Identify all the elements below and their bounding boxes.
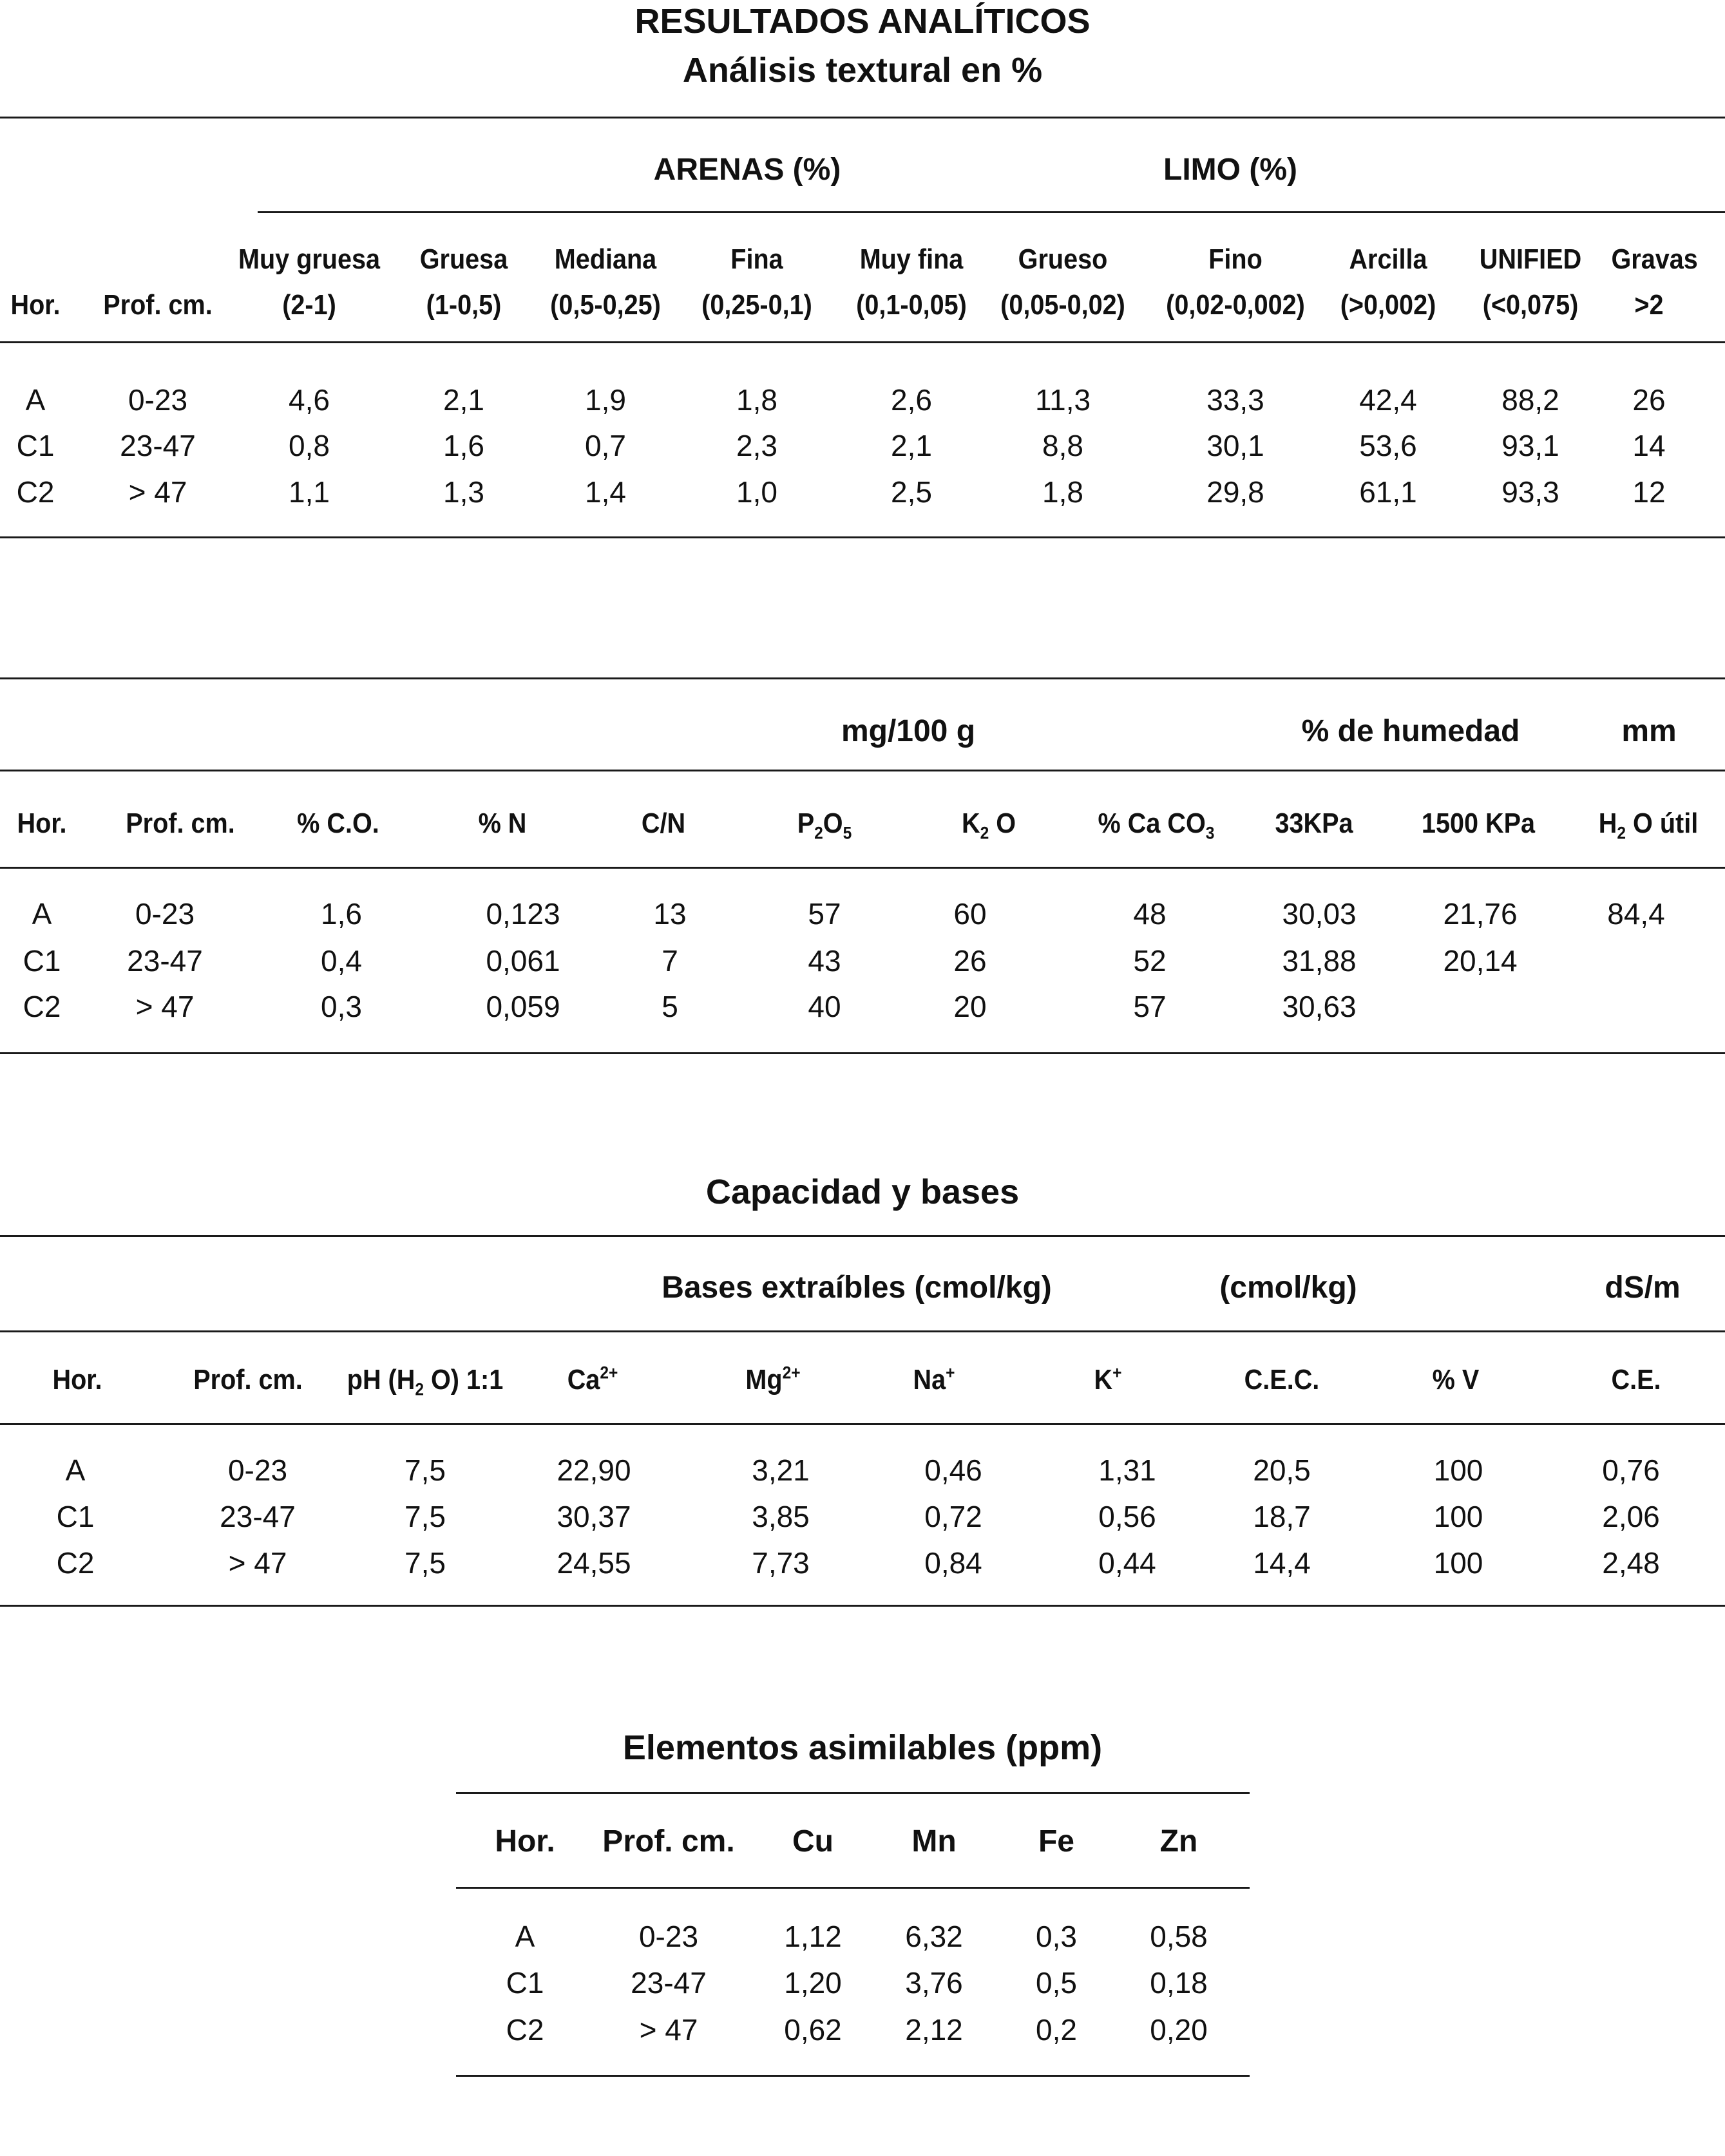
table-cell: > 47: [228, 1546, 287, 1580]
table-cell: 1,0: [736, 475, 777, 509]
column-header: Fe: [1038, 1824, 1074, 1858]
column-header: Zn: [1159, 1824, 1198, 1858]
table-cell: 57: [1133, 990, 1167, 1023]
table-cell: 23-47: [120, 429, 196, 462]
table-cell: 0,2: [1036, 2013, 1077, 2047]
table-cell: 60: [953, 897, 987, 931]
table-rule: [0, 1330, 1725, 1332]
table-cell: 7: [662, 944, 678, 978]
page-title: RESULTADOS ANALÍTICOS: [634, 2, 1091, 41]
table-cell: 88,2: [1501, 383, 1559, 417]
column-header: Hor.: [10, 289, 61, 321]
table-cell: 2,48: [1602, 1546, 1660, 1580]
table-cell: 53,6: [1359, 429, 1417, 462]
table-cell: 14: [1632, 429, 1666, 462]
page-subtitle: Análisis textural en %: [682, 51, 1043, 90]
table-cell: 5: [662, 990, 678, 1023]
table-cell: 1,3: [443, 475, 484, 509]
table-cell: 3,21: [752, 1453, 810, 1487]
column-header: Hor.: [495, 1824, 555, 1858]
group-header-limo: LIMO (%): [1163, 153, 1297, 187]
table-cell: 13: [653, 897, 687, 931]
column-header-top: Gruesa: [419, 243, 508, 275]
table-cell: 29,8: [1206, 475, 1264, 509]
group-header-bases: Bases extraíbles (cmol/kg): [662, 1271, 1052, 1305]
table-cell: 100: [1433, 1546, 1483, 1580]
table-cell: 0,7: [585, 429, 626, 462]
column-header-top: Arcilla: [1349, 243, 1427, 275]
table-cell: 1,6: [321, 897, 362, 931]
group-header-mm: mm: [1621, 714, 1677, 748]
table-cell: 2,6: [891, 383, 932, 417]
table-cell: A: [32, 897, 52, 931]
table-cell: 23-47: [220, 1500, 296, 1533]
table-cell: 7,73: [752, 1546, 810, 1580]
table-cell: 0-23: [135, 897, 195, 931]
table-cell: 7,5: [405, 1453, 446, 1487]
table-cell: 30,63: [1282, 990, 1357, 1023]
table-cell: C2: [23, 990, 61, 1023]
col-header-ph: pH ($H_2$ O) 1:1: [347, 1364, 504, 1399]
table-cell: 31,88: [1282, 944, 1357, 978]
table-cell: 12: [1632, 475, 1666, 509]
table-rule: [0, 536, 1725, 538]
table-cell: 2,12: [905, 2013, 963, 2047]
table-rule: [0, 1423, 1725, 1425]
table-cell: 1,1: [289, 475, 330, 509]
column-header-top: Mediana: [554, 243, 657, 275]
table-rule: [0, 1605, 1725, 1607]
col-header-caco3: % Ca $CO_3$: [1098, 808, 1215, 843]
table-cell: 0,061: [486, 944, 560, 978]
table-cell: 0,62: [784, 2013, 842, 2047]
table-cell: 0,4: [321, 944, 362, 978]
table-cell: 40: [808, 990, 841, 1023]
table-cell: 84,4: [1607, 897, 1665, 931]
col-header-p2o5: $P_2O_5$: [797, 808, 852, 843]
column-header-top: Muy fina: [859, 243, 964, 275]
table-cell: 1,12: [784, 1920, 842, 1953]
table-cell: 8,8: [1042, 429, 1083, 462]
col-header-prof: Prof. cm.: [126, 808, 235, 839]
column-header: (0,02-0,002): [1166, 289, 1305, 321]
table-cell: 0,059: [486, 990, 560, 1023]
table-cell: 1,9: [585, 383, 626, 417]
col-header-33kpa: 33KPa: [1275, 808, 1353, 839]
table-cell: 1,20: [784, 1966, 842, 2000]
table-cell: > 47: [639, 2013, 698, 2047]
table-cell: 30,03: [1282, 897, 1357, 931]
table-cell: 0,72: [924, 1500, 982, 1533]
col-header-n: % N: [478, 808, 527, 839]
column-header-top: Gravas: [1611, 243, 1698, 275]
table-cell: 0,5: [1036, 1966, 1077, 2000]
table-cell: A: [65, 1453, 86, 1487]
table-cell: C1: [56, 1500, 95, 1533]
table-cell: 23-47: [631, 1966, 707, 2000]
table-cell: 33,3: [1206, 383, 1264, 417]
column-header-top: Muy gruesa: [238, 243, 381, 275]
col-header-na: Na+: [913, 1362, 955, 1395]
group-header-mg: mg/100 g: [841, 714, 976, 748]
column-header: (0,05-0,02): [1000, 289, 1125, 321]
column-header: (>0,002): [1340, 289, 1436, 321]
table-cell: 0,8: [289, 429, 330, 462]
column-header: (0,1-0,05): [856, 289, 967, 321]
column-header: (1-0,5): [426, 289, 502, 321]
table-rule: [456, 1887, 1250, 1889]
table-cell: 3,85: [752, 1500, 810, 1533]
table-cell: A: [25, 383, 46, 417]
table-cell: 20,14: [1443, 944, 1518, 978]
col-header-hor: Hor.: [52, 1364, 102, 1395]
table-cell: 93,1: [1501, 429, 1559, 462]
section-title-elementos: Elementos asimilables (ppm): [622, 1728, 1103, 1767]
table-cell: 57: [808, 897, 841, 931]
table-cell: 0-23: [227, 1453, 288, 1487]
column-header: >2: [1634, 289, 1664, 321]
table-cell: 0,46: [924, 1453, 982, 1487]
column-header: (0,25-0,1): [701, 289, 812, 321]
table-rule: [456, 1792, 1250, 1794]
table-cell: 0,56: [1098, 1500, 1156, 1533]
table-cell: 7,5: [405, 1500, 446, 1533]
table-rule: [0, 867, 1725, 869]
col-header-ca: $Ca^{2+}$: [567, 1362, 618, 1395]
col-header-k2o: $K_2$ O: [961, 808, 1016, 843]
col-header-h2o-util: $H_2$ O útil: [1598, 808, 1699, 843]
table-rule: [0, 1235, 1725, 1237]
table-cell: 1,31: [1098, 1453, 1156, 1487]
table-rule: [456, 2075, 1250, 2077]
column-header: Cu: [792, 1824, 834, 1858]
table-cell: 26: [953, 944, 987, 978]
table-cell: 2,1: [443, 383, 484, 417]
table-cell: 1,8: [1042, 475, 1083, 509]
column-header-top: Fino: [1208, 243, 1263, 275]
col-header-cec: C.E.C.: [1244, 1364, 1320, 1395]
table-cell: 52: [1133, 944, 1167, 978]
table-cell: C2: [16, 475, 55, 509]
table-cell: 18,7: [1253, 1500, 1311, 1533]
col-header-prof: Prof. cm.: [193, 1364, 303, 1395]
table-cell: 0,3: [321, 990, 362, 1023]
table-cell: 61,1: [1359, 475, 1417, 509]
col-header-1500kpa: 1500 KPa: [1421, 808, 1536, 839]
table-cell: 1,4: [585, 475, 626, 509]
table-cell: 6,32: [905, 1920, 963, 1953]
column-header: Mn: [911, 1824, 957, 1858]
table-cell: 20,5: [1253, 1453, 1311, 1487]
table-cell: 2,3: [736, 429, 777, 462]
table-cell: C2: [56, 1546, 95, 1580]
table-cell: 2,06: [1602, 1500, 1660, 1533]
col-header-mg: $Mg^{2+}$: [745, 1362, 801, 1395]
group-header-arenas: ARENAS (%): [653, 153, 841, 187]
col-header-k: K+: [1094, 1362, 1122, 1395]
table-cell: 14,4: [1253, 1546, 1311, 1580]
table-cell: 2,5: [891, 475, 932, 509]
table-rule: [0, 117, 1725, 118]
column-header-top: UNIFIED: [1479, 243, 1582, 275]
table-cell: 0,44: [1098, 1546, 1156, 1580]
table-cell: 24,55: [557, 1546, 631, 1580]
col-header-co: % C.O.: [297, 808, 379, 839]
table-cell: 0-23: [128, 383, 188, 417]
column-header: Prof. cm.: [602, 1824, 735, 1858]
table-cell: > 47: [128, 475, 187, 509]
column-header-top: Grueso: [1018, 243, 1108, 275]
table-cell: A: [515, 1920, 535, 1953]
group-header-dsm: dS/m: [1605, 1271, 1681, 1305]
table-rule: [258, 211, 1725, 213]
table-cell: 100: [1433, 1500, 1483, 1533]
column-header-top: Fina: [730, 243, 783, 275]
table-cell: 0,20: [1150, 2013, 1208, 2047]
section-title-capacidad: Capacidad y bases: [705, 1173, 1020, 1211]
table-cell: 20: [953, 990, 987, 1023]
table-cell: > 47: [135, 990, 195, 1023]
column-header: (0,5-0,25): [550, 289, 661, 321]
col-header-ce: C.E.: [1611, 1364, 1661, 1395]
col-header-cn: C/N: [641, 808, 686, 839]
table-cell: 11,3: [1034, 383, 1091, 417]
table-cell: 23-47: [127, 944, 203, 978]
table-rule: [0, 770, 1725, 771]
column-header: Prof. cm.: [103, 289, 213, 321]
table-cell: 0,18: [1150, 1966, 1208, 2000]
table-cell: 22,90: [557, 1453, 631, 1487]
table-cell: 30,37: [557, 1500, 631, 1533]
table-cell: 30,1: [1206, 429, 1264, 462]
table-cell: 93,3: [1501, 475, 1559, 509]
table-cell: 42,4: [1359, 383, 1417, 417]
table-cell: 0,84: [924, 1546, 982, 1580]
table-cell: 3,76: [905, 1966, 963, 2000]
group-header-humedad: % de humedad: [1301, 714, 1520, 748]
table-cell: C1: [506, 1966, 544, 2000]
col-header-hor: Hor.: [17, 808, 67, 839]
table-cell: 7,5: [405, 1546, 446, 1580]
table-cell: 0-23: [638, 1920, 699, 1953]
table-cell: C1: [23, 944, 61, 978]
table-cell: 0,123: [486, 897, 560, 931]
table-cell: 0,58: [1150, 1920, 1208, 1953]
col-header-v: % V: [1432, 1364, 1480, 1395]
column-header: (2-1): [282, 289, 336, 321]
table-cell: 48: [1133, 897, 1167, 931]
table-cell: 0,76: [1602, 1453, 1660, 1487]
table-cell: 21,76: [1443, 897, 1518, 931]
table-cell: 2,1: [891, 429, 932, 462]
table-rule: [0, 341, 1725, 343]
table-cell: 26: [1632, 383, 1666, 417]
column-header: (<0,075): [1482, 289, 1579, 321]
table-cell: 1,8: [736, 383, 777, 417]
table-rule: [0, 1052, 1725, 1054]
table-cell: 43: [808, 944, 841, 978]
table-cell: C1: [16, 429, 55, 462]
table-cell: 100: [1433, 1453, 1483, 1487]
table-cell: C2: [506, 2013, 544, 2047]
table-cell: 4,6: [289, 383, 330, 417]
table-cell: 1,6: [443, 429, 484, 462]
table-cell: 0,3: [1036, 1920, 1077, 1953]
table-rule: [0, 677, 1725, 679]
group-header-cmol: (cmol/kg): [1219, 1271, 1357, 1305]
